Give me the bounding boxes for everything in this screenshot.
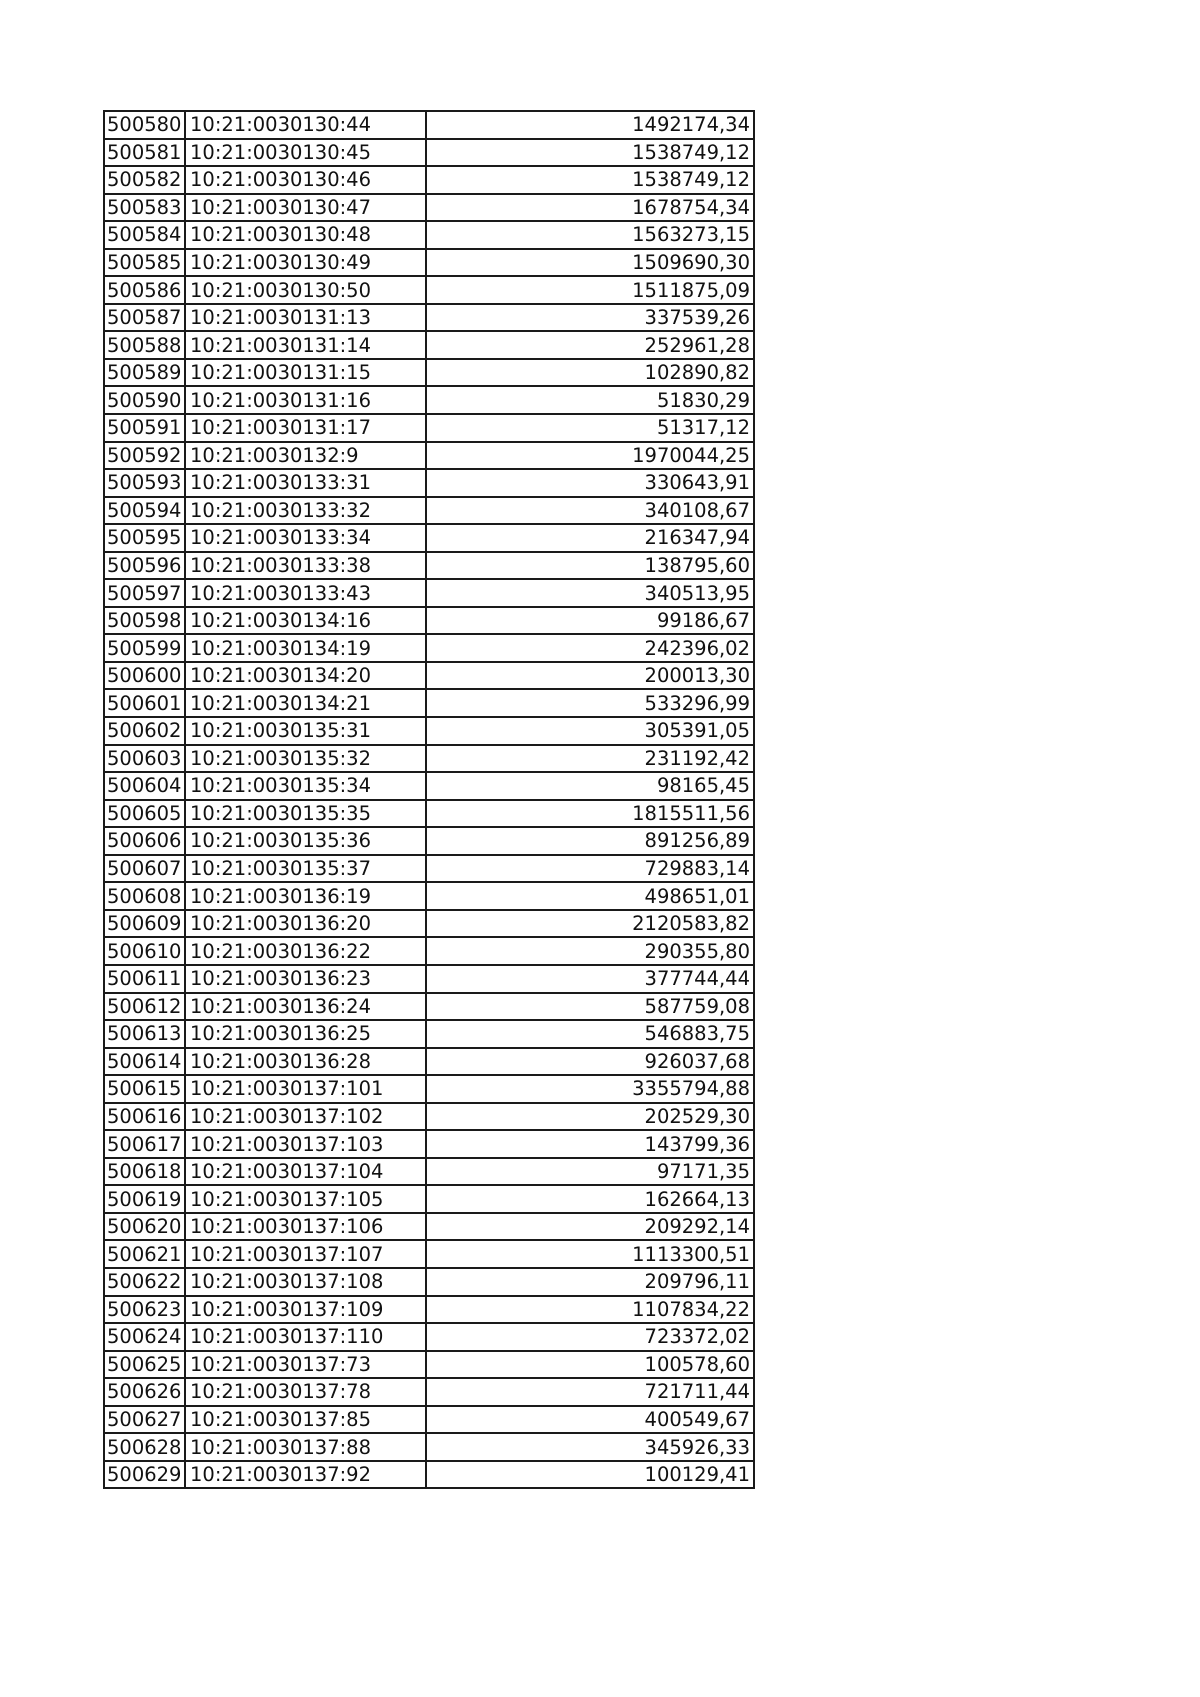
amount-cell: 216347,94 <box>426 524 754 552</box>
cadastral-code-cell: 10:21:0030137:88 <box>185 1433 426 1461</box>
amount-cell: 340108,67 <box>426 497 754 525</box>
cadastral-code-cell: 10:21:0030137:110 <box>185 1323 426 1351</box>
amount-cell: 1107834,22 <box>426 1296 754 1324</box>
row-id-cell: 500588 <box>104 331 185 359</box>
row-id-cell: 500595 <box>104 524 185 552</box>
amount-cell: 209292,14 <box>426 1213 754 1241</box>
table-row <box>104 331 754 359</box>
cadastral-code-cell: 10:21:0030136:19 <box>185 882 426 910</box>
amount-cell: 587759,08 <box>426 993 754 1021</box>
row-id-cell: 500629 <box>104 1461 185 1489</box>
cadastral-code-cell: 10:21:0030137:106 <box>185 1213 426 1241</box>
table-row <box>104 249 754 277</box>
table-row <box>104 1213 754 1241</box>
amount-cell: 143799,36 <box>426 1130 754 1158</box>
row-id-cell: 500594 <box>104 497 185 525</box>
amount-cell: 1538749,12 <box>426 139 754 167</box>
row-id-cell: 500620 <box>104 1213 185 1241</box>
cadastral-code-cell: 10:21:0030134:19 <box>185 634 426 662</box>
cadastral-code-cell: 10:21:0030131:13 <box>185 304 426 332</box>
table-row <box>104 1185 754 1213</box>
table-row <box>104 910 754 938</box>
table-row <box>104 717 754 745</box>
amount-cell: 891256,89 <box>426 827 754 855</box>
row-id-cell: 500626 <box>104 1378 185 1406</box>
table-row <box>104 1075 754 1103</box>
amount-cell: 533296,99 <box>426 689 754 717</box>
cadastral-code-cell: 10:21:0030137:92 <box>185 1461 426 1489</box>
cadastral-code-cell: 10:21:0030136:22 <box>185 937 426 965</box>
table-row <box>104 1103 754 1131</box>
table-row <box>104 1351 754 1379</box>
cadastral-code-cell: 10:21:0030134:21 <box>185 689 426 717</box>
table-row <box>104 469 754 497</box>
amount-cell: 1563273,15 <box>426 221 754 249</box>
row-id-cell: 500605 <box>104 800 185 828</box>
row-id-cell: 500615 <box>104 1075 185 1103</box>
row-id-cell: 500616 <box>104 1103 185 1131</box>
table-row <box>104 497 754 525</box>
cadastral-code-cell: 10:21:0030134:16 <box>185 607 426 635</box>
row-id-cell: 500592 <box>104 442 185 470</box>
table-row <box>104 386 754 414</box>
row-id-cell: 500586 <box>104 276 185 304</box>
amount-cell: 1113300,51 <box>426 1240 754 1268</box>
cadastral-code-cell: 10:21:0030137:78 <box>185 1378 426 1406</box>
amount-cell: 340513,95 <box>426 579 754 607</box>
row-id-cell: 500590 <box>104 386 185 414</box>
row-id-cell: 500599 <box>104 634 185 662</box>
table-row <box>104 882 754 910</box>
row-id-cell: 500606 <box>104 827 185 855</box>
table-row <box>104 1461 754 1489</box>
cadastral-code-cell: 10:21:0030130:45 <box>185 139 426 167</box>
amount-cell: 400549,67 <box>426 1406 754 1434</box>
row-id-cell: 500613 <box>104 1020 185 1048</box>
table-row <box>104 800 754 828</box>
row-id-cell: 500596 <box>104 552 185 580</box>
row-id-cell: 500621 <box>104 1240 185 1268</box>
table-row <box>104 1268 754 1296</box>
table-row <box>104 139 754 167</box>
amount-cell: 1492174,34 <box>426 111 754 139</box>
table-row <box>104 855 754 883</box>
table-row <box>104 1048 754 1076</box>
amount-cell: 2120583,82 <box>426 910 754 938</box>
amount-cell: 1511875,09 <box>426 276 754 304</box>
table-row <box>104 442 754 470</box>
row-id-cell: 500612 <box>104 993 185 1021</box>
table-row <box>104 414 754 442</box>
table-row <box>104 965 754 993</box>
row-id-cell: 500598 <box>104 607 185 635</box>
cadastral-code-cell: 10:21:0030136:24 <box>185 993 426 1021</box>
cadastral-code-cell: 10:21:0030135:34 <box>185 772 426 800</box>
table-row <box>104 194 754 222</box>
cadastral-code-cell: 10:21:0030130:49 <box>185 249 426 277</box>
table-row <box>104 1378 754 1406</box>
row-id-cell: 500582 <box>104 166 185 194</box>
table-row <box>104 579 754 607</box>
cadastral-code-cell: 10:21:0030136:20 <box>185 910 426 938</box>
row-id-cell: 500585 <box>104 249 185 277</box>
row-id-cell: 500614 <box>104 1048 185 1076</box>
row-id-cell: 500602 <box>104 717 185 745</box>
cadastral-code-cell: 10:21:0030136:28 <box>185 1048 426 1076</box>
cadastral-code-cell: 10:21:0030137:73 <box>185 1351 426 1379</box>
row-id-cell: 500591 <box>104 414 185 442</box>
cadastral-code-cell: 10:21:0030133:31 <box>185 469 426 497</box>
amount-cell: 1970044,25 <box>426 442 754 470</box>
row-id-cell: 500607 <box>104 855 185 883</box>
row-id-cell: 500601 <box>104 689 185 717</box>
cadastral-code-cell: 10:21:0030130:47 <box>185 194 426 222</box>
cadastral-code-cell: 10:21:0030135:32 <box>185 745 426 773</box>
row-id-cell: 500583 <box>104 194 185 222</box>
cadastral-code-cell: 10:21:0030136:23 <box>185 965 426 993</box>
row-id-cell: 500589 <box>104 359 185 387</box>
amount-cell: 3355794,88 <box>426 1075 754 1103</box>
row-id-cell: 500581 <box>104 139 185 167</box>
amount-cell: 200013,30 <box>426 662 754 690</box>
cadastral-code-cell: 10:21:0030133:32 <box>185 497 426 525</box>
cadastral-code-cell: 10:21:0030135:37 <box>185 855 426 883</box>
amount-cell: 97171,35 <box>426 1158 754 1186</box>
amount-cell: 1678754,34 <box>426 194 754 222</box>
row-id-cell: 500622 <box>104 1268 185 1296</box>
cadastral-code-cell: 10:21:0030137:109 <box>185 1296 426 1324</box>
row-id-cell: 500584 <box>104 221 185 249</box>
amount-cell: 729883,14 <box>426 855 754 883</box>
cadastral-code-cell: 10:21:0030133:43 <box>185 579 426 607</box>
cadastral-code-cell: 10:21:0030134:20 <box>185 662 426 690</box>
cadastral-code-cell: 10:21:0030135:31 <box>185 717 426 745</box>
cadastral-code-cell: 10:21:0030132:9 <box>185 442 426 470</box>
row-id-cell: 500608 <box>104 882 185 910</box>
amount-cell: 102890,82 <box>426 359 754 387</box>
amount-cell: 345926,33 <box>426 1433 754 1461</box>
amount-cell: 377744,44 <box>426 965 754 993</box>
row-id-cell: 500625 <box>104 1351 185 1379</box>
table-row <box>104 1130 754 1158</box>
amount-cell: 231192,42 <box>426 745 754 773</box>
amount-cell: 721711,44 <box>426 1378 754 1406</box>
table-row <box>104 166 754 194</box>
cadastral-code-cell: 10:21:0030131:14 <box>185 331 426 359</box>
row-id-cell: 500619 <box>104 1185 185 1213</box>
cadastral-code-cell: 10:21:0030131:16 <box>185 386 426 414</box>
amount-cell: 546883,75 <box>426 1020 754 1048</box>
row-id-cell: 500618 <box>104 1158 185 1186</box>
row-id-cell: 500603 <box>104 745 185 773</box>
amount-cell: 100129,41 <box>426 1461 754 1489</box>
amount-cell: 242396,02 <box>426 634 754 662</box>
table-row <box>104 1296 754 1324</box>
amount-cell: 330643,91 <box>426 469 754 497</box>
table-body <box>104 111 754 1488</box>
amount-cell: 290355,80 <box>426 937 754 965</box>
table-row <box>104 662 754 690</box>
table-row <box>104 524 754 552</box>
cadastral-code-cell: 10:21:0030137:101 <box>185 1075 426 1103</box>
row-id-cell: 500593 <box>104 469 185 497</box>
table-row <box>104 634 754 662</box>
table-row <box>104 1158 754 1186</box>
cadastral-code-cell: 10:21:0030131:17 <box>185 414 426 442</box>
table-row <box>104 772 754 800</box>
row-id-cell: 500580 <box>104 111 185 139</box>
table-row <box>104 1406 754 1434</box>
amount-cell: 1815511,56 <box>426 800 754 828</box>
amount-cell: 162664,13 <box>426 1185 754 1213</box>
table-row <box>104 993 754 1021</box>
table-row <box>104 1433 754 1461</box>
amount-cell: 498651,01 <box>426 882 754 910</box>
cadastral-code-cell: 10:21:0030135:36 <box>185 827 426 855</box>
row-id-cell: 500624 <box>104 1323 185 1351</box>
cadastral-code-cell: 10:21:0030133:38 <box>185 552 426 580</box>
table-row <box>104 276 754 304</box>
amount-cell: 202529,30 <box>426 1103 754 1131</box>
cadastral-code-cell: 10:21:0030135:35 <box>185 800 426 828</box>
row-id-cell: 500611 <box>104 965 185 993</box>
amount-cell: 138795,60 <box>426 552 754 580</box>
table-row <box>104 111 754 139</box>
cadastral-code-cell: 10:21:0030131:15 <box>185 359 426 387</box>
amount-cell: 337539,26 <box>426 304 754 332</box>
table-row <box>104 221 754 249</box>
amount-cell: 51317,12 <box>426 414 754 442</box>
cadastral-code-cell: 10:21:0030137:104 <box>185 1158 426 1186</box>
table-row <box>104 1240 754 1268</box>
cadastral-code-cell: 10:21:0030137:105 <box>185 1185 426 1213</box>
amount-cell: 209796,11 <box>426 1268 754 1296</box>
data-table <box>103 110 755 1489</box>
cadastral-code-cell: 10:21:0030133:34 <box>185 524 426 552</box>
amount-cell: 723372,02 <box>426 1323 754 1351</box>
cadastral-code-cell: 10:21:0030137:108 <box>185 1268 426 1296</box>
row-id-cell: 500610 <box>104 937 185 965</box>
table-row <box>104 1323 754 1351</box>
row-id-cell: 500604 <box>104 772 185 800</box>
table-row <box>104 745 754 773</box>
row-id-cell: 500628 <box>104 1433 185 1461</box>
amount-cell: 305391,05 <box>426 717 754 745</box>
cadastral-code-cell: 10:21:0030130:48 <box>185 221 426 249</box>
table-row <box>104 689 754 717</box>
row-id-cell: 500617 <box>104 1130 185 1158</box>
table-row <box>104 304 754 332</box>
amount-cell: 1509690,30 <box>426 249 754 277</box>
cadastral-code-cell: 10:21:0030137:85 <box>185 1406 426 1434</box>
table-row <box>104 827 754 855</box>
table-row <box>104 607 754 635</box>
cadastral-code-cell: 10:21:0030137:103 <box>185 1130 426 1158</box>
row-id-cell: 500627 <box>104 1406 185 1434</box>
amount-cell: 100578,60 <box>426 1351 754 1379</box>
row-id-cell: 500597 <box>104 579 185 607</box>
cadastral-code-cell: 10:21:0030137:102 <box>185 1103 426 1131</box>
amount-cell: 99186,67 <box>426 607 754 635</box>
row-id-cell: 500623 <box>104 1296 185 1324</box>
amount-cell: 51830,29 <box>426 386 754 414</box>
cadastral-code-cell: 10:21:0030130:44 <box>185 111 426 139</box>
amount-cell: 252961,28 <box>426 331 754 359</box>
row-id-cell: 500600 <box>104 662 185 690</box>
table-row <box>104 937 754 965</box>
amount-cell: 926037,68 <box>426 1048 754 1076</box>
cadastral-code-cell: 10:21:0030137:107 <box>185 1240 426 1268</box>
table-row <box>104 1020 754 1048</box>
table-row <box>104 552 754 580</box>
cadastral-code-cell: 10:21:0030130:50 <box>185 276 426 304</box>
row-id-cell: 500609 <box>104 910 185 938</box>
table-row <box>104 359 754 387</box>
cadastral-code-cell: 10:21:0030130:46 <box>185 166 426 194</box>
amount-cell: 98165,45 <box>426 772 754 800</box>
amount-cell: 1538749,12 <box>426 166 754 194</box>
cadastral-code-cell: 10:21:0030136:25 <box>185 1020 426 1048</box>
row-id-cell: 500587 <box>104 304 185 332</box>
